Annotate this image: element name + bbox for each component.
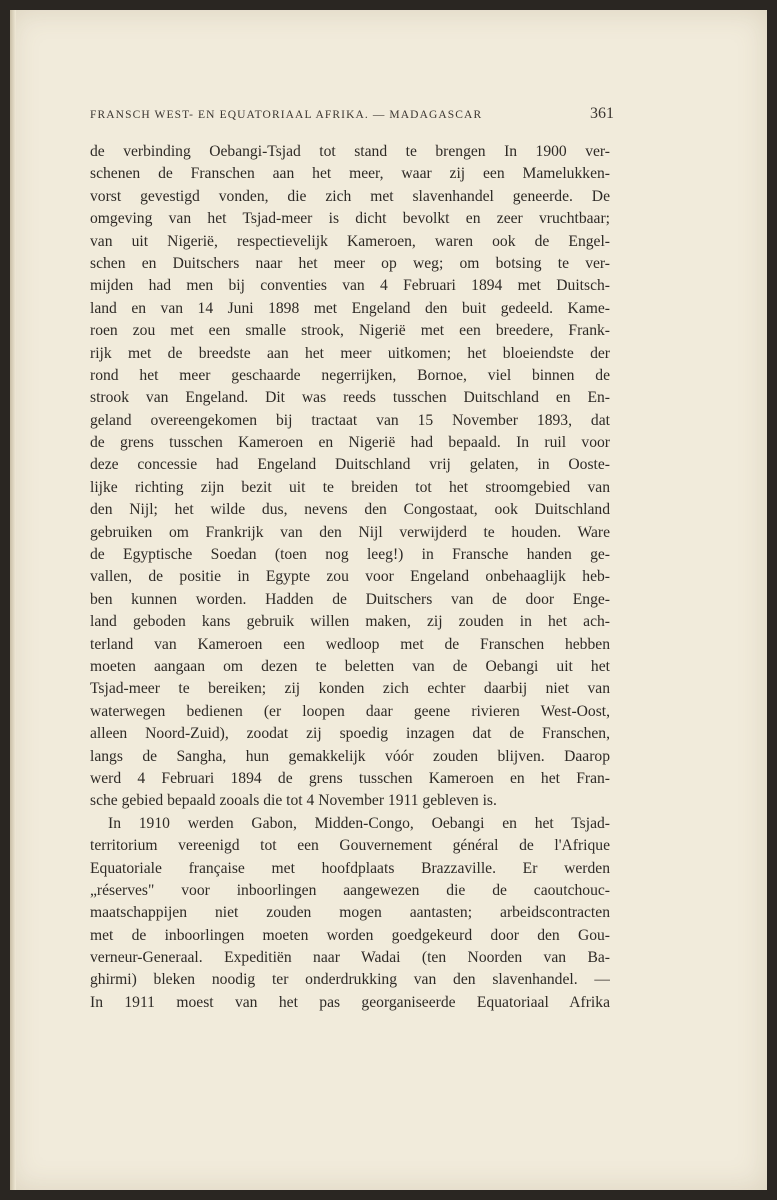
text-line: de Egyptische Soedan (toen nog leeg!) in Fransche handen ge- — [90, 546, 610, 564]
text-line: In 1911 moest van het pas georganiseerde Equatoriaal Afrika — [90, 993, 610, 1011]
text-line: strook van Engeland. Dit was reeds tusschen Duitschland en En- — [90, 389, 610, 407]
text-line: schen en Duitschers naar het meer op weg; om botsing te ver- — [90, 254, 610, 272]
text-line: terland van Kameroen een wedloop met de Franschen hebben — [90, 635, 610, 653]
text-line: sche gebied bepaald zooals die tot 4 November 1911 gebleven is. — [90, 792, 497, 810]
text-line: geland overeengekomen bij tractaat van 15 November 1893, dat — [90, 411, 610, 429]
text-line: gebruiken om Frankrijk van den Nijl verwijderd te houden. Ware — [90, 523, 610, 541]
paragraph-1 — [90, 141, 610, 813]
text-line: met de inboorlingen moeten worden goedgekeurd door den Gou- — [90, 926, 610, 944]
text-line: waterwegen bedienen (er loopen daar geene rivieren West-Oost, — [90, 702, 610, 720]
book-page — [10, 10, 767, 1190]
text-line: schenen de Franschen aan het meer, waar zij een Mamelukken- — [90, 165, 610, 183]
text-line: mijden had men bij conventies van 4 Februari 1894 met Duitsch- — [90, 277, 610, 295]
text-line: rijk met de breedste aan het meer uitkomen; het bloeiendste der — [90, 344, 610, 362]
text-line: lijke richting zijn bezit uit te breiden tot het stroomgebied van — [90, 478, 610, 496]
text-line: werd 4 Februari 1894 de grens tusschen Kameroen en het Fran- — [90, 769, 610, 787]
text-line: van uit Nigerië, respectievelijk Kameroen, waren ook de Engel- — [90, 232, 610, 250]
page-header — [90, 105, 614, 123]
text-line: In 1910 werden Gabon, Midden-Congo, Oebangi en het Tsjad- — [108, 814, 610, 832]
running-head: FRANSCH WEST- EN EQUATORIAAL AFRIKA. — MADAGASCAR — [90, 109, 483, 121]
text-line: ghirmi) bleken noodig ter onderdrukking van den slavenhandel. — — [90, 971, 610, 989]
text-line: land geboden kans gebruik willen maken, zij zouden in het ach- — [90, 613, 610, 631]
body-text — [90, 141, 610, 1014]
text-line: omgeving van het Tsjad-meer is dicht bevolkt en zeer vruchtbaar; — [90, 210, 610, 228]
text-line: vorst gevestigd vonden, die zich met slavenhandel geneerde. De — [90, 187, 610, 205]
page-spine-edge — [10, 10, 16, 1190]
text-line: moeten aangaan om dezen te beletten van de Oebangi uit het — [90, 657, 610, 675]
text-line: maatschappijen niet zouden mogen aantasten; arbeidscontracten — [90, 904, 610, 922]
text-line: de grens tusschen Kameroen en Nigerië had bepaald. In ruil voor — [90, 434, 610, 452]
text-line: rond het meer geschaarde negerrijken, Bornoe, viel binnen de — [90, 366, 610, 384]
text-line: verneur-Generaal. Expeditiën naar Wadai (ten Noorden van Ba- — [90, 949, 610, 967]
text-line: roen zou met een smalle strook, Nigerië met een breedere, Frank- — [90, 322, 610, 340]
text-line: Tsjad-meer te bereiken; zij konden zich echter daarbij niet van — [90, 680, 610, 698]
paragraph-2 — [90, 813, 610, 1015]
text-line: alleen Noord-Zuid), zoodat zij spoedig inzagen dat de Franschen, — [90, 725, 610, 743]
text-line: deze concessie had Engeland Duitschland vrij gelaten, in Ooste- — [90, 456, 610, 474]
text-line: Equatoriale française met hoofdplaats Brazzaville. Er werden — [90, 859, 610, 877]
text-line: ben kunnen worden. Hadden de Duitschers van de door Enge- — [90, 590, 610, 608]
text-line: de verbinding Oebangi-Tsjad tot stand te brengen In 1900 ver- — [90, 143, 610, 160]
text-line: „réserves" voor inboorlingen aangewezen die de caoutchouc- — [90, 881, 610, 899]
text-line: territorium vereenigd tot een Gouvernement général de l'Afrique — [90, 837, 610, 855]
text-line: den Nijl; het wilde dus, nevens den Congostaat, ook Duitschland — [90, 501, 610, 519]
text-line: vallen, de positie in Egypte zou voor Engeland onbehaaglijk heb- — [90, 568, 610, 586]
page-number: 361 — [590, 105, 614, 122]
text-line: langs de Sangha, hun gemakkelijk vóór zouden blijven. Daarop — [90, 747, 610, 765]
text-line: land en van 14 Juni 1898 met Engeland den buit gedeeld. Kame- — [90, 299, 610, 317]
